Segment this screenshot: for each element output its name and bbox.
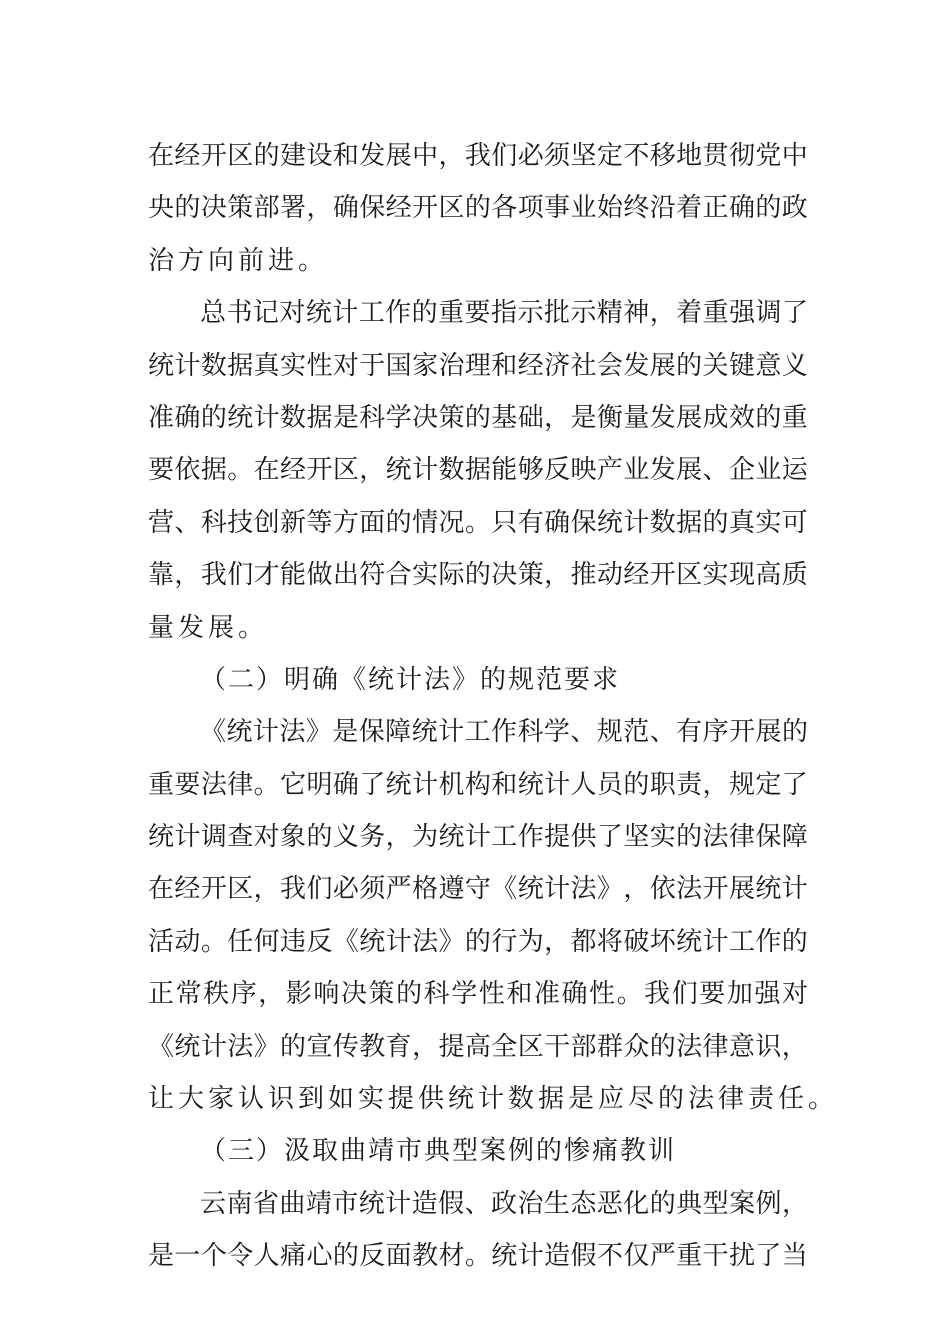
paragraph-line: 在 经 开 区 ， 我 们 必 须 严 格 遵 守 《 统 计 法 》 ， 依 法 开 展 统 计 (148, 874, 808, 905)
section-heading: （三）汲取曲靖市典型案例的惨痛教训 (200, 1136, 677, 1167)
paragraph-line: 总 书 记 对 统 计 工 作 的 重 要 指 示 批 示 精 神 ， 着 重 强 调 了 (200, 298, 808, 329)
paragraph-line: 云 南 省 曲 靖 市 统 计 造 假 、 政 治 生 态 恶 化 的 典 型 案 例 ， (200, 1188, 808, 1219)
paragraph-line: 统 计 数 据 真 实 性 对 于 国 家 治 理 和 经 济 社 会 发 展 的 关 键 意 义 (148, 350, 808, 381)
paragraph-line: 要 依 据 。 在 经 开 区 ， 统 计 数 据 能 够 反 映 产 业 发 展 、 企 业 运 (148, 455, 808, 486)
paragraph-line: 让大家认识到如实提供统计数据是应尽的法律责任。 (148, 1084, 839, 1115)
paragraph-line: 营 、 科 技 创 新 等 方 面 的 情 况 。 只 有 确 保 统 计 数 据 的 真 实 可 (148, 507, 808, 538)
document-body (148, 130, 839, 1283)
paragraph-line: 《 统 计 法 》 的 宣 传 教 育 ， 提 高 全 区 干 部 群 众 的 法 律 意 识 ， (148, 1031, 808, 1062)
paragraph-line: 正 常 秩 序 ， 影 响 决 策 的 科 学 性 和 准 确 性 。 我 们 要 加 强 对 (148, 979, 808, 1010)
paragraph-line: 是 一 个 令 人 痛 心 的 反 面 教 材 。 统 计 造 假 不 仅 严 重 干 扰 了 当 (148, 1241, 808, 1272)
paragraph-line: 准 确 的 统 计 数 据 是 科 学 决 策 的 基 础 ， 是 衡 量 发 展 成 效 的 重 (148, 402, 808, 433)
section-heading: （二）明确《统计法》的规范要求 (200, 664, 621, 695)
paragraph-line: 靠 ， 我 们 才 能 做 出 符 合 实 际 的 决 策 ， 推 动 经 开 区 实 现 高 质 (148, 560, 808, 591)
paragraph-line: 统 计 调 查 对 象 的 义 务 ， 为 统 计 工 作 提 供 了 坚 实 的 法 律 保 障 (148, 822, 808, 853)
paragraph-line: 活 动 。 任 何 违 反 《 统 计 法 》 的 行 为 ， 都 将 破 坏 统 计 工 作 的 (148, 926, 808, 957)
paragraph-line: 央 的 决 策 部 署 ， 确 保 经 开 区 的 各 项 事 业 始 终 沿 着 正 确 的 政 (148, 193, 808, 224)
paragraph-line: 在 经 开 区 的 建 设 和 发 展 中 ， 我 们 必 须 坚 定 不 移 地 贯 彻 党 中 (148, 141, 808, 171)
paragraph-line: 量发展。 (148, 612, 269, 643)
paragraph-line: 《 统 计 法 》 是 保 障 统 计 工 作 科 学 、 规 范 、 有 序 开 展 的 (200, 717, 808, 748)
paragraph-line: 重 要 法 律 。 它 明 确 了 统 计 机 构 和 统 计 人 员 的 职 责 ， 规 定 了 (148, 769, 808, 800)
paragraph-line: 治方向前进。 (148, 245, 329, 276)
